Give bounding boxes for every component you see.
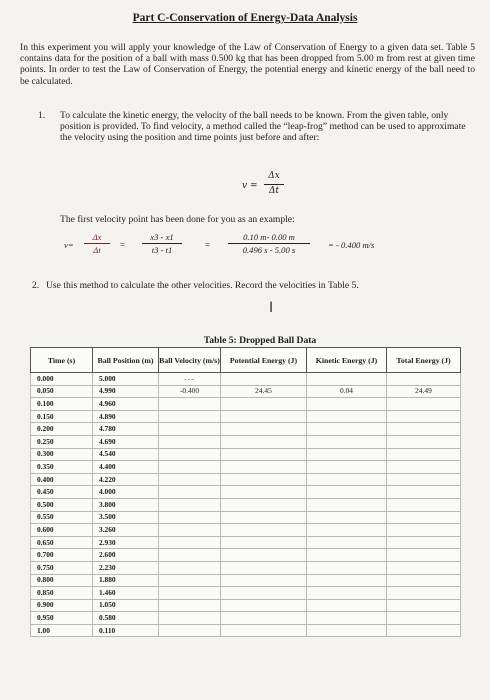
cell-velocity[interactable]	[159, 561, 221, 574]
cell-time: 0.300	[31, 448, 93, 461]
table-row	[31, 524, 461, 537]
cell-kinetic-energy[interactable]	[307, 612, 387, 625]
cell-time: 0.950	[31, 612, 93, 625]
cell-potential-energy[interactable]: 24.45	[221, 385, 307, 398]
cell-potential-energy[interactable]	[221, 486, 307, 499]
table-row	[31, 398, 461, 411]
cell-velocity[interactable]	[159, 599, 221, 612]
cell-total-energy[interactable]	[387, 561, 461, 574]
fraction-bar	[264, 184, 284, 185]
example-v: v=	[64, 240, 74, 250]
cell-time: 0.350	[31, 461, 93, 474]
table-row	[31, 599, 461, 612]
cell-time: 0.000	[31, 373, 93, 386]
table-row	[31, 423, 461, 436]
cell-kinetic-energy[interactable]	[307, 549, 387, 562]
cell-kinetic-energy[interactable]	[307, 435, 387, 448]
cell-total-energy[interactable]	[387, 524, 461, 537]
table-row	[31, 461, 461, 474]
cell-position: 4.540	[93, 448, 159, 461]
cell-velocity[interactable]: -0.400	[159, 385, 221, 398]
cell-position: 1.460	[93, 587, 159, 600]
fraction-bar	[84, 243, 110, 244]
header-total-energy: Total Energy (J)	[387, 348, 461, 373]
cell-kinetic-energy[interactable]	[307, 423, 387, 436]
cell-position: 0.580	[93, 612, 159, 625]
table-row	[31, 574, 461, 587]
cell-kinetic-energy[interactable]	[307, 511, 387, 524]
cell-potential-energy[interactable]	[221, 511, 307, 524]
cell-kinetic-energy[interactable]	[307, 486, 387, 499]
cell-potential-energy[interactable]	[221, 373, 307, 386]
example-frac-delta	[84, 232, 110, 255]
cell-total-energy[interactable]	[387, 423, 461, 436]
table-row	[31, 373, 461, 386]
cell-position: 2.230	[93, 561, 159, 574]
cell-total-energy[interactable]	[387, 574, 461, 587]
fraction-bar	[142, 243, 182, 244]
cell-total-energy[interactable]: 24.49	[387, 385, 461, 398]
cell-kinetic-energy[interactable]	[307, 587, 387, 600]
cell-total-energy[interactable]	[387, 435, 461, 448]
table-row	[31, 410, 461, 423]
cell-position: 4.780	[93, 423, 159, 436]
cell-potential-energy[interactable]	[221, 498, 307, 511]
table-row	[31, 385, 461, 398]
cell-total-energy[interactable]	[387, 448, 461, 461]
cell-position: 0.110	[93, 624, 159, 637]
cell-velocity[interactable]	[159, 536, 221, 549]
cell-total-energy[interactable]	[387, 410, 461, 423]
cell-potential-energy[interactable]	[221, 461, 307, 474]
cell-total-energy[interactable]	[387, 536, 461, 549]
item-text: Use this method to calculate the other velocities. Record the velocities in Table 5.	[46, 280, 359, 291]
cell-time: 0.800	[31, 574, 93, 587]
cell-velocity[interactable]	[159, 511, 221, 524]
cell-time: 0.150	[31, 410, 93, 423]
cell-kinetic-energy[interactable]	[307, 461, 387, 474]
cell-potential-energy[interactable]	[221, 398, 307, 411]
cell-velocity[interactable]	[159, 435, 221, 448]
table-row	[31, 486, 461, 499]
example-frac-xt-den: t3 - t1	[151, 245, 173, 255]
cell-position: 4.690	[93, 435, 159, 448]
cell-total-energy[interactable]	[387, 473, 461, 486]
table-row	[31, 448, 461, 461]
cell-time: 0.850	[31, 587, 93, 600]
cell-kinetic-energy[interactable]	[307, 624, 387, 637]
formula-denominator: Δt	[268, 186, 280, 196]
example-equals-2: =	[205, 240, 211, 250]
cell-total-energy[interactable]	[387, 624, 461, 637]
cell-time: 0.900	[31, 599, 93, 612]
cell-kinetic-energy[interactable]	[307, 498, 387, 511]
table-body	[31, 373, 461, 637]
item-number: 1.	[38, 110, 46, 121]
cell-kinetic-energy[interactable]	[307, 473, 387, 486]
cell-kinetic-energy[interactable]	[307, 398, 387, 411]
item-text: To calculate the kinetic energy, the velocity of the ball needs to be known. From the given table, only position is provided. To find velocity, a method called the “leap-frog” method can be used to approximate the velocity using the position and time points just before and after:	[60, 110, 466, 144]
cell-total-energy[interactable]	[387, 587, 461, 600]
cell-kinetic-energy[interactable]	[307, 524, 387, 537]
cell-position: 4.890	[93, 410, 159, 423]
cell-potential-energy[interactable]	[221, 536, 307, 549]
cell-kinetic-energy[interactable]: 0.04	[307, 385, 387, 398]
table-row	[31, 587, 461, 600]
cell-total-energy[interactable]	[387, 511, 461, 524]
cell-total-energy[interactable]	[387, 612, 461, 625]
example-frac-xt-num: x3 - x1	[150, 232, 174, 242]
cell-potential-energy[interactable]	[221, 410, 307, 423]
header-time: Time (s)	[31, 348, 93, 373]
cell-velocity[interactable]	[159, 549, 221, 562]
cell-potential-energy[interactable]	[221, 561, 307, 574]
cell-time: 0.700	[31, 549, 93, 562]
example-frac-delta-num: Δx	[92, 232, 102, 242]
cell-time: 0.550	[31, 511, 93, 524]
cell-potential-energy[interactable]	[221, 549, 307, 562]
cell-velocity[interactable]	[159, 587, 221, 600]
cell-potential-energy[interactable]	[221, 624, 307, 637]
cell-position: 5.000	[93, 373, 159, 386]
cell-potential-energy[interactable]	[221, 599, 307, 612]
cell-potential-energy[interactable]	[221, 612, 307, 625]
cell-position: 2.600	[93, 549, 159, 562]
cell-velocity[interactable]	[159, 624, 221, 637]
table-row	[31, 473, 461, 486]
cell-potential-energy[interactable]	[221, 448, 307, 461]
cell-kinetic-energy[interactable]	[307, 599, 387, 612]
table-row	[31, 624, 461, 637]
example-label: The first velocity point has been done for you as an example:	[60, 214, 295, 225]
table-row	[31, 536, 461, 549]
cell-time: 0.500	[31, 498, 93, 511]
cell-velocity[interactable]	[159, 486, 221, 499]
cell-position: 3.800	[93, 498, 159, 511]
intro-paragraph: In this experiment you will apply your knowledge of the Law of Conservation of Energy to a given data set. Table 5 contains data for the position of a ball with mass 0.500 kg that has been dropped from 5.00 m from rest at given time points. In order to test the Law of Conservation of Energy, the potential energy and kinetic energy of the ball need to be calculated.	[20, 42, 475, 87]
cell-position: 3.500	[93, 511, 159, 524]
cell-time: 0.750	[31, 561, 93, 574]
cell-velocity[interactable]	[159, 612, 221, 625]
cell-time: 0.250	[31, 435, 93, 448]
example-result: = - 0.400 m/s	[328, 240, 375, 250]
table-row	[31, 549, 461, 562]
cell-kinetic-energy[interactable]	[307, 561, 387, 574]
table-caption: Table 5: Dropped Ball Data	[203, 335, 317, 346]
fraction-bar	[228, 243, 310, 244]
cell-time: 0.400	[31, 473, 93, 486]
cell-potential-energy[interactable]	[221, 574, 307, 587]
cell-velocity[interactable]	[159, 423, 221, 436]
text-cursor-icon: I	[269, 300, 274, 316]
cell-position: 4.220	[93, 473, 159, 486]
cell-time: 0.650	[31, 536, 93, 549]
cell-total-energy[interactable]	[387, 461, 461, 474]
cell-velocity[interactable]	[159, 410, 221, 423]
cell-total-energy[interactable]	[387, 549, 461, 562]
table-row	[31, 511, 461, 524]
header-velocity: Ball Velocity (m/s)	[159, 348, 221, 373]
header-kinetic-energy: Kinetic Energy (J)	[307, 348, 387, 373]
cell-position: 4.990	[93, 385, 159, 398]
cell-time: 0.100	[31, 398, 93, 411]
cell-position: 4.000	[93, 486, 159, 499]
cell-position: 1.050	[93, 599, 159, 612]
velocity-formula	[240, 170, 300, 200]
example-frac-values	[228, 232, 310, 255]
cell-total-energy[interactable]	[387, 599, 461, 612]
item-number: 2.	[32, 280, 40, 291]
example-equals-1: =	[120, 240, 126, 250]
formula-numerator: Δx	[268, 171, 280, 181]
cell-kinetic-energy[interactable]	[307, 574, 387, 587]
cell-time: 1.00	[31, 624, 93, 637]
cell-potential-energy[interactable]	[221, 587, 307, 600]
cell-velocity[interactable]	[159, 461, 221, 474]
cell-total-energy[interactable]	[387, 498, 461, 511]
cell-potential-energy[interactable]	[221, 473, 307, 486]
cell-time: 0.200	[31, 423, 93, 436]
cell-time: 0.050	[31, 385, 93, 398]
cell-position: 1.880	[93, 574, 159, 587]
table-header-row	[31, 348, 461, 373]
cell-potential-energy[interactable]	[221, 435, 307, 448]
formula-lhs: v =	[242, 181, 258, 191]
example-frac-xt	[142, 232, 182, 255]
header-position: Ball Position (m)	[93, 348, 159, 373]
dropped-ball-table	[30, 347, 461, 637]
cell-position: 2.930	[93, 536, 159, 549]
cell-velocity[interactable]	[159, 448, 221, 461]
header-potential-energy: Potential Energy (J)	[221, 348, 307, 373]
cell-velocity[interactable]	[159, 574, 221, 587]
cell-velocity[interactable]	[159, 398, 221, 411]
example-frac-delta-den: Δt	[93, 245, 101, 255]
table-row	[31, 561, 461, 574]
cell-potential-energy[interactable]	[221, 423, 307, 436]
cell-velocity[interactable]	[159, 524, 221, 537]
example-frac-values-num: 0.10 m- 0.00 m	[243, 232, 295, 242]
cell-kinetic-energy[interactable]	[307, 536, 387, 549]
cell-kinetic-energy[interactable]	[307, 410, 387, 423]
cell-time: 0.450	[31, 486, 93, 499]
cell-velocity[interactable]	[159, 473, 221, 486]
cell-total-energy[interactable]	[387, 398, 461, 411]
cell-position: 4.400	[93, 461, 159, 474]
page-title: Part C-Conservation of Energy-Data Analysis	[132, 12, 358, 24]
cell-potential-energy[interactable]	[221, 524, 307, 537]
cell-kinetic-energy[interactable]	[307, 448, 387, 461]
table-row	[31, 498, 461, 511]
table-row	[31, 435, 461, 448]
cell-velocity[interactable]: ---	[159, 373, 221, 386]
cell-total-energy[interactable]	[387, 486, 461, 499]
cell-velocity[interactable]	[159, 498, 221, 511]
cell-time: 0.600	[31, 524, 93, 537]
example-frac-values-den: 0.496 s - 5.00 s	[242, 245, 296, 255]
cell-kinetic-energy[interactable]	[307, 373, 387, 386]
table-row	[31, 612, 461, 625]
cell-position: 4.960	[93, 398, 159, 411]
cell-position: 3.260	[93, 524, 159, 537]
cell-total-energy[interactable]	[387, 373, 461, 386]
